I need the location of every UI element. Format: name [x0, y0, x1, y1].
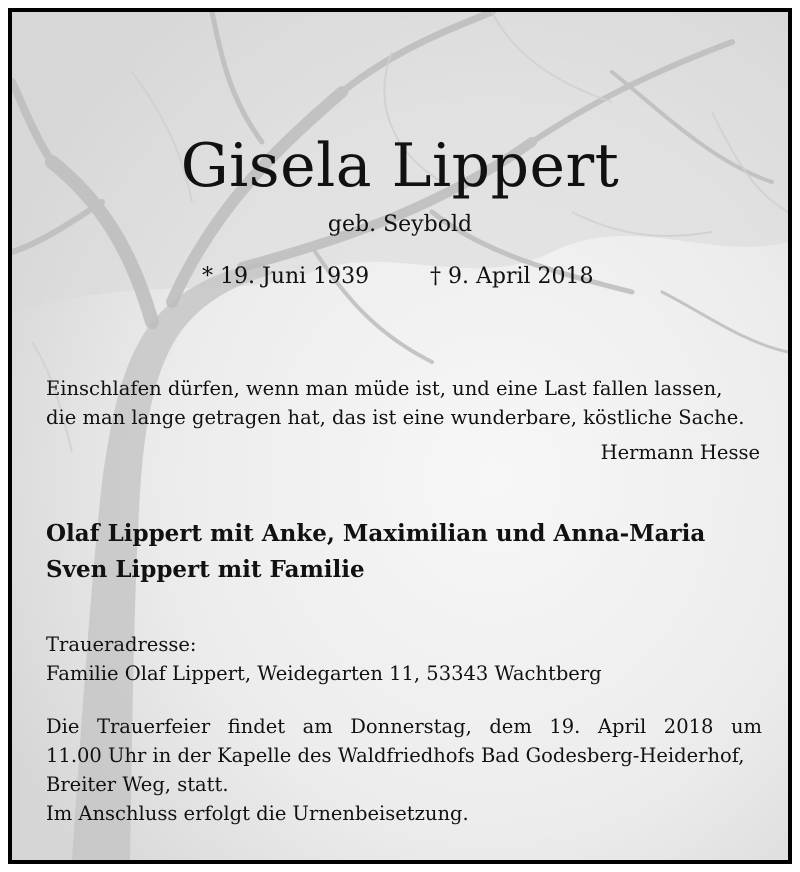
- birth-date: * 19. Juni 1939: [202, 264, 370, 289]
- deceased-name: Gisela Lippert: [180, 131, 620, 201]
- ceremony-line: Im Anschluss erfolgt die Urnenbeisetzung.: [46, 802, 469, 825]
- quote-line: die man lange getragen hat, das ist eine wunderbare, köstliche Sache.: [46, 406, 745, 429]
- quote: [46, 374, 762, 432]
- ceremony-line: 11.00 Uhr in der Kapelle des Waldfriedhofs Bad Godesberg-Heiderhof,: [46, 744, 745, 767]
- ceremony-line: Breiter Weg, statt.: [46, 773, 229, 796]
- mourner-line: Sven Lippert mit Familie: [46, 556, 365, 583]
- ceremony-info: [46, 712, 762, 828]
- address-value: Familie Olaf Lippert, Weidegarten 11, 53343 Wachtberg: [46, 662, 602, 685]
- address-label: Traueradresse:: [46, 633, 197, 656]
- mourner-line: Olaf Lippert mit Anke, Maximilian und Anna-Maria: [46, 520, 706, 547]
- obituary-notice: [8, 8, 792, 864]
- ceremony-line: Die Trauerfeier findet am Donnerstag, dem 19. April 2018 um: [46, 715, 762, 738]
- maiden-name: geb. Seybold: [327, 212, 473, 237]
- quote-line: Einschlafen dürfen, wenn man müde ist, und eine Last fallen lassen,: [46, 377, 723, 400]
- mourning-address: [46, 630, 602, 688]
- death-date: † 9. April 2018: [430, 264, 594, 289]
- quote-author: Hermann Hesse: [600, 441, 760, 464]
- mourners-list: [46, 516, 705, 588]
